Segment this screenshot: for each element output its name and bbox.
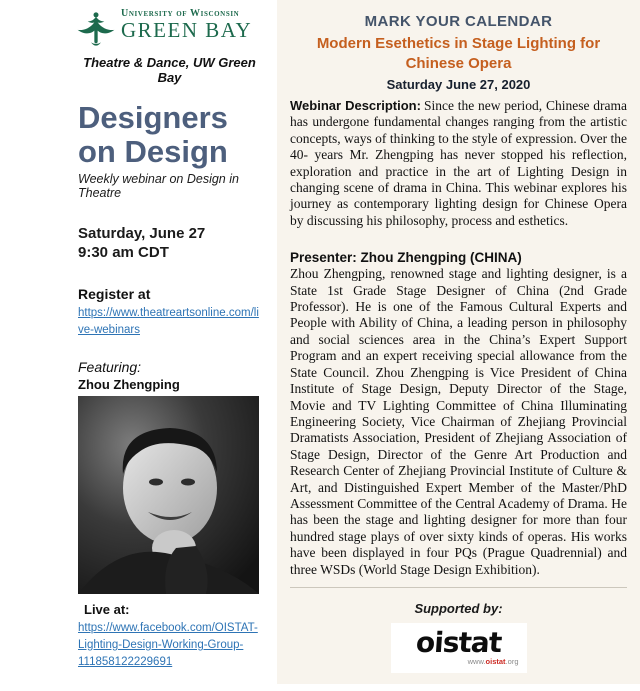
left-column bbox=[0, 0, 277, 691]
oistat-wordmark: oistat bbox=[414, 626, 503, 660]
register-label: Register at bbox=[78, 286, 151, 302]
register-link[interactable]: https://www.theatreartsonline.com/live-webinars bbox=[78, 307, 259, 336]
right-panel bbox=[277, 0, 640, 684]
presenter-bio: Zhou Zhengping, renowned stage and lighting designer, is a State 1st Grade Stage Designer of China (2nd Grade Professor). He is one of the Famous Cultural Experts and People with Ability of China, a leading person in philosophy and social sciences area in the China’s Expert Support Program and an expert receiving special allowance from the State Council. Zhou Zhengping is Vice President of China Institute of Stage Design, Deputy Director of the Stage, Movie and TV Lighting Committee of China Illuminating Engineering Society, Vice Chairman of Zhejiang Provincial Dramatists Association, President of Zhejiang Association of Stage Design, Director of the Genre Art Production and Research Center of Zhejiang Provincial Institute of Culture & Art, and Distinguished Expert Member of the Master/PhD Assessment Committee of the Central Academy of Drama. He has been the stage and lighting designer for more than four hundred stage plays of over sixty kinds of operas. His works have been displayed in four PQs (Prague Quadrennial) and three WSDs (World Stage Design Exhibition). bbox=[290, 266, 627, 577]
event-datetime bbox=[78, 224, 261, 262]
oistat-url-prefix: www. bbox=[467, 657, 486, 667]
oistat-url-suffix: .org bbox=[505, 657, 519, 667]
facebook-live-link[interactable]: https://www.facebook.com/OISTAT-Lighting-Design-Working-Group-111858122229691 bbox=[78, 622, 258, 668]
presenter-photo bbox=[78, 396, 259, 594]
uwgb-logo-text bbox=[121, 8, 252, 41]
oistat-logo bbox=[391, 623, 527, 673]
live-label: Live at: bbox=[84, 602, 130, 617]
webinar-title: Modern Esethetics in Stage Lighting for Chinese Opera bbox=[316, 35, 601, 72]
event-date-line: Saturday, June 27 bbox=[78, 225, 206, 242]
phoenix-logo-icon bbox=[76, 10, 116, 48]
university-line: University of Wisconsin bbox=[121, 8, 240, 19]
description-text: Since the new period, Chinese drama has undergone fundamental changes ranging from the artistic concepts, ways of thinking to the style of expression. Over the 40- years Mr. Zhengping has never stopped his reflection, exploration and practice in the art of Lighting Design in changing scene of drama in China. This webinar explores his journey as contemporary lighting design for Chinese Opera by discussing his philosophy, process and esthetics. bbox=[290, 98, 627, 228]
webinar-description bbox=[290, 98, 627, 229]
department-tagline: Theatre & Dance, UW Green Bay bbox=[83, 55, 256, 85]
featuring-name: Zhou Zhengping bbox=[78, 377, 180, 392]
uwgb-logo bbox=[76, 8, 261, 48]
event-time-line: 9:30 am CDT bbox=[78, 244, 169, 261]
series-subtitle: Weekly webinar on Design in Theatre bbox=[78, 172, 239, 200]
greenbay-line: GREEN BAY bbox=[121, 18, 253, 42]
supported-by-label: Supported by: bbox=[414, 600, 503, 616]
presenter-heading: Presenter: Zhou Zhengping (CHINA) bbox=[290, 250, 522, 266]
oistat-url-brand: oistat bbox=[485, 657, 506, 667]
featuring-label: Featuring: bbox=[78, 359, 142, 375]
description-label: Webinar Description: bbox=[290, 98, 421, 113]
series-title: Designers on Design bbox=[78, 100, 228, 169]
webinar-date: Saturday June 27, 2020 bbox=[386, 77, 531, 92]
mark-calendar-heading: MARK YOUR CALENDAR bbox=[364, 13, 553, 30]
divider bbox=[290, 587, 627, 588]
